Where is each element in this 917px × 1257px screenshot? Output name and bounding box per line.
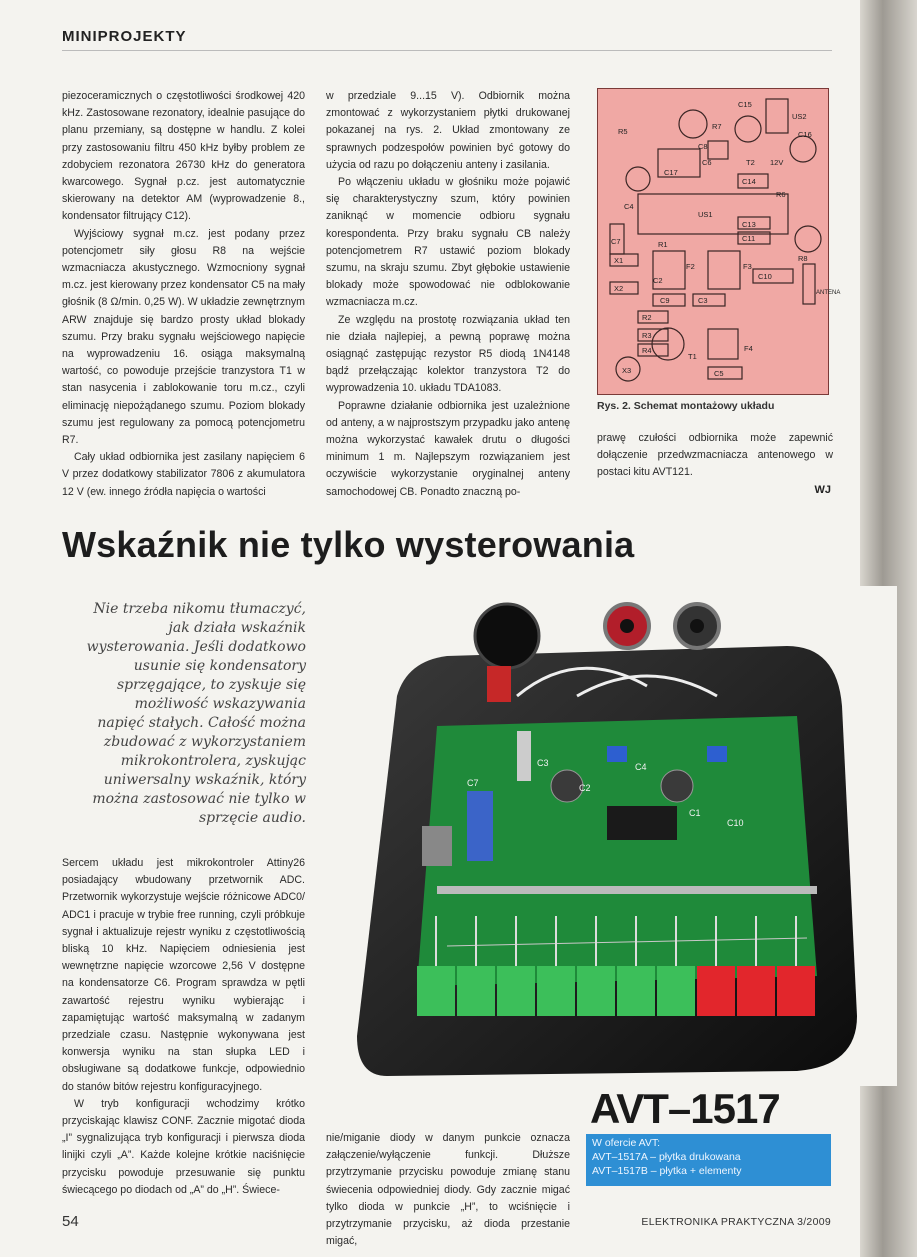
figure-caption: Rys. 2. Schemat montażowy układu: [597, 400, 775, 412]
pcb-label: F4: [744, 344, 753, 353]
pcb-drawing: [598, 89, 841, 394]
device-illustration: [317, 586, 897, 1086]
photo-label: C7: [467, 778, 479, 788]
article-lead: Nie trzeba nikomu tłumaczyć, jak działa wskaźnik wysterowania. Jeśli dodatkowo usunie się kondensatory sprzęgające, to zyskuje się możliwość wskazywania napięć stałych. Całość można zbudować z wykorzystaniem mikrokontrolera, zyskując uniwersalny wskaźnik, który można zastosować nie tylko w sprzęcie audio.: [86, 601, 306, 826]
paragraph: Poprawne działanie odbiornika jest uzależnione od anteny, a w najprostszym przypadku jako antenę można wykorzystać kawałek drutu o długości minimum 1 m. Najlepszym rozwiązaniem jest oczywiście wykorzystanie oryginalnej anteny samochodowej CB. Ponadto znaczną po-: [326, 399, 570, 498]
offer-heading: W ofercie AVT:: [592, 1137, 661, 1149]
article-title: Wskaźnik nie tylko wysterowania: [62, 524, 635, 565]
pcb-label: R6: [776, 190, 786, 199]
kit-code: AVT–1517: [590, 1085, 780, 1132]
paragraph: Cały układ odbiornika jest zasilany napięciem 6 V przez dodatkowy stabilizator 7806 z akumulatora 12 V (ew. innego źródła napięcia o wartości: [62, 451, 305, 498]
pcb-label: T2: [746, 158, 755, 167]
pcb-label: R3: [642, 331, 652, 340]
photo-label: C4: [635, 762, 647, 772]
header-rule: [62, 50, 832, 51]
pcb-label: X3: [622, 366, 632, 375]
pcb-label: ANTENA: [816, 290, 841, 296]
device-photo: [317, 586, 897, 1086]
pcb-label: R2: [642, 313, 652, 322]
pcb-label: X2: [614, 284, 624, 293]
pcb-label: T1: [688, 352, 697, 361]
offer-box: [586, 1134, 831, 1186]
pcb-label: R4: [642, 346, 652, 355]
pcb-label: C11: [742, 234, 756, 243]
pcb-label: R5: [618, 127, 628, 136]
pcb-label: R7: [712, 122, 722, 131]
pcb-label: C15: [738, 100, 752, 109]
paragraph: prawę czułości odbiornika może zapewnić dołączenie przedwzmacniacza antenowego w postaci kitu AVT121.: [597, 432, 833, 479]
text-column-1: [62, 88, 305, 501]
pcb-label: C2: [653, 276, 663, 285]
paragraph: W tryb konfiguracji wchodzimy krótko przyciskając klawisz CONF. Zacznie migotać dioda „I” sygnalizująca tryb konfiguracji i pierwsza dioda linijki czyli „A”. Każde kolejne krótkie naciśnięcie przycisku powoduje przesuwanie się punktu świecącego po diodach od „A” do „H”. Świece-: [62, 1097, 305, 1196]
pcb-label: US1: [698, 210, 713, 219]
pcb-layout-figure: [597, 88, 841, 395]
pcb-label: C9: [660, 296, 670, 305]
pcb-label: C14: [742, 177, 756, 186]
pcb-label: C13: [742, 220, 756, 229]
paragraph: nie/miganie diody w danym punkcie oznacza załączenie/wyłączenie funkcji. Dłuższe przytrzymanie przycisku powoduje zmianę stanu świecenia odpowiedniej diody. Gdy zacznie migać tylko dioda w punkcie „H”, to wciśnięcie i przytrzymanie przycisku, aż dioda przestanie migać,: [326, 1132, 570, 1248]
pcb-label: C8: [698, 142, 708, 151]
pcb-label: C17: [664, 168, 678, 177]
photo-label: C10: [727, 818, 744, 828]
text-column-4: [62, 855, 305, 1199]
pcb-label: C4: [624, 202, 634, 211]
pcb-label: C7: [611, 237, 621, 246]
photo-label: C1: [689, 808, 701, 818]
offer-item: AVT–1517A – płytka drukowana: [592, 1151, 741, 1163]
text-column-3: [597, 430, 833, 482]
photo-label: C3: [537, 758, 549, 768]
pcb-label: 12V: [770, 158, 784, 167]
offer-item: AVT–1517B – płytka + elementy: [592, 1165, 742, 1177]
pcb-label: US2: [792, 112, 807, 121]
text-column-2: [326, 88, 570, 501]
paragraph: Po włączeniu układu w głośniku może pojawić się charakterystyczny szum, który powinien zaniknąć w momencie odbioru sygnału korespondenta. Przy braku sygnału CB należy potencjometrem R7 ustawić poziom blokady szumu, na skraju szumu. Zbyt głębokie ustawienie blokady może spowodować nie odblokowanie wzmacniacza m.cz.: [326, 176, 570, 309]
page-number: 54: [62, 1213, 79, 1230]
pcb-label: F2: [686, 262, 695, 271]
pcb-label: C6: [702, 158, 712, 167]
pcb-label: R1: [658, 240, 668, 249]
magazine-footer: ELEKTRONIKA PRAKTYCZNA 3/2009: [641, 1216, 831, 1228]
pcb-label: C5: [714, 369, 724, 378]
photo-label: C2: [579, 783, 591, 793]
paragraph: Sercem układu jest mikrokontroler Attiny26 posiadający wbudowany przetwornik ADC. Przetwornik wykorzystuje wejście różnicowe ADC0/ ADC1 i pracuje w trybie free running, czyli próbkuje sygnał i aktualizuje rejestr wyniku z częstotliwością bliską 10 kHz. Napięciem odniesienia jest wewnętrzne napięcie wzorcowe 2,56 V dostępne na kondensatorze C6. Program sprawdza w pętli zawartość rejestru wyniku wybierając i zapamiętując wartość maksymalną w zadanym przedziale czasu. Następnie wykonywana jest konwersja wyniku na stan słupka LED i obsługiwane są dodatkowe funkcje, odpowiednio do stanów bitów rejestru konfiguracyjnego.: [62, 857, 305, 1093]
paragraph: Wyjściowy sygnał m.cz. jest podany przez potencjometr siły głosu R8 na wejście wzmacniacza akustycznego. Wzmocniony sygnał m.cz. jest kierowany przez kondensator C5 na mały głośnik (8 Ω/min. 0,25 W). W układzie zewnętrznym ARW znajduje się bardzo prosty układ blokady szumu. Przy braku sygnału wejściowego napięcie na wyprowadzeniu 16. osiąga maksymalną wartość, co powoduje przejście tranzystora T1 w stan nasycenia i zablokowanie toru m.cz., czyli eliminację niepożądanego szumu. Poziom blokady szumu jest regulowany za pomocą potencjometru R7.: [62, 227, 305, 447]
pcb-label: C10: [758, 272, 772, 281]
pcb-label: C16: [798, 130, 812, 139]
section-header: MINIPROJEKTY: [62, 28, 187, 45]
pcb-label: R8: [798, 254, 808, 263]
pcb-label: C3: [698, 296, 708, 305]
paragraph: Ze względu na prostotę rozwiązania układ ten nie działa najlepiej, a pewną poprawę można osiągnąć zastępując rezystor R5 diodą 1N4148 bądź przełączając kolektor tranzystora T2 do wyprowadzenia 10. układu TDA1083.: [326, 313, 570, 395]
pcb-label: F3: [743, 262, 752, 271]
author-initials: WJ: [814, 484, 831, 496]
text-column-5: [326, 1130, 570, 1250]
paragraph: w przedziale 9...15 V). Odbiornik można zmontować z wykorzystaniem płytki drukowanej pokazanej na rys. 2. Układ zmontowany ze sprawnych podzespołów powinien być gotowy do użycia od razu po dołączeniu anteny i zasilania.: [326, 90, 570, 171]
pcb-label: X1: [614, 256, 624, 265]
paragraph: piezoceramicznych o częstotliwości środkowej 420 kHz. Zastosowane rezonatory, idealnie pasujące do planu przemiany, są dostępne w handlu. Z kolei przy zastosowaniu filtru 450 kHz byłby problem ze zdobyciem rezonatora 26730 kHz do generatora kwarcowego. Sygnał p.cz. jest automatycznie skierowany na detektor AM (wyprowadzenie 8., kondensator filtrujący C12).: [62, 90, 305, 223]
